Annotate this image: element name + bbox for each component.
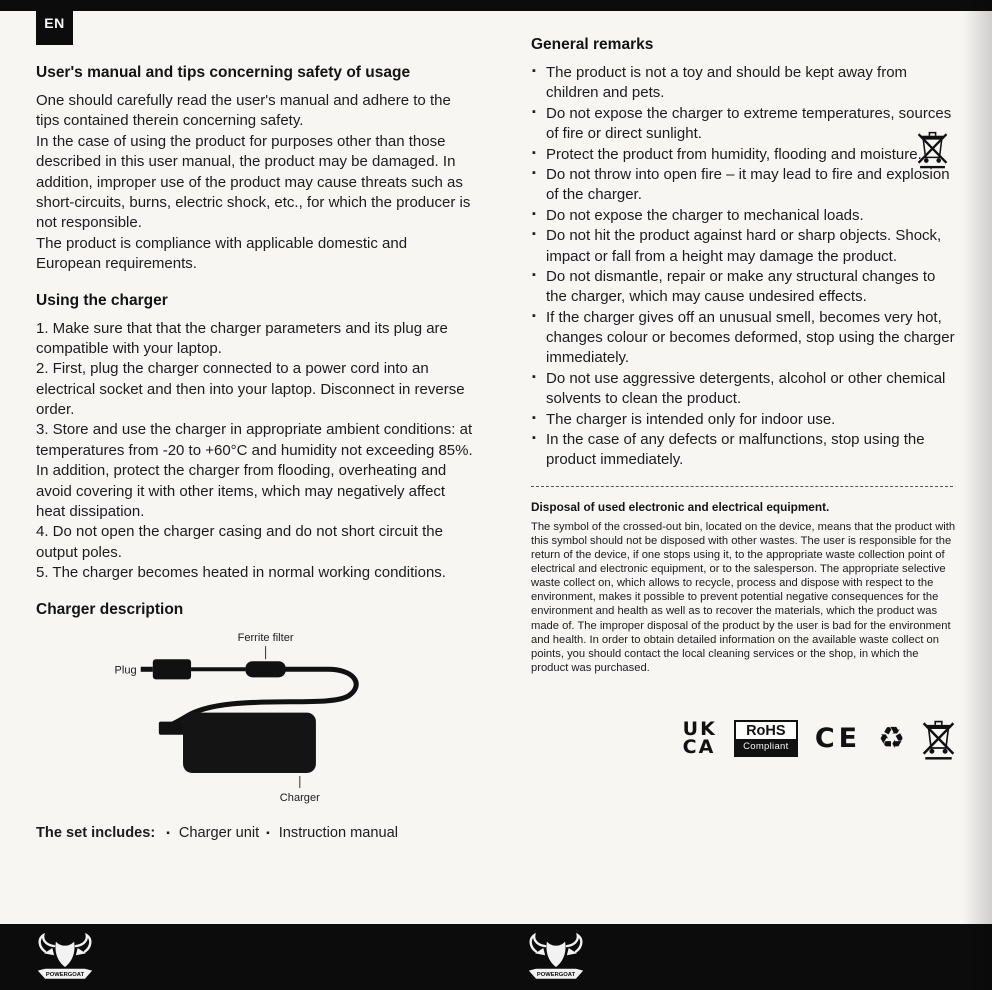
- step-item: 4. Do not open the charger casing and do not short circuit the output poles.: [36, 523, 443, 561]
- disposal-heading: Disposal of used electronic and electrical equipment.: [531, 499, 830, 514]
- step-item: 1. Make sure that that the charger parameters and its plug are compatible with your laptop.: [36, 319, 448, 357]
- remark-item: ▪ Protect the product from humidity, flooding and moisture.: [531, 145, 957, 165]
- bullet-icon: ▪: [166, 827, 170, 839]
- charger-brick: [183, 712, 316, 772]
- step-item: 5. The charger becomes heated in normal working conditions.: [36, 564, 446, 582]
- charger-label: Charger: [279, 791, 320, 804]
- rohs-title: RoHS: [746, 723, 786, 740]
- general-remarks-heading: General remarks: [531, 36, 654, 53]
- remark-item: ▪ The charger is intended only for indoor use.: [531, 410, 957, 430]
- powergoat-logo: [36, 933, 94, 981]
- charger-diagram: [36, 628, 473, 807]
- remark-item: ▪ The product is not a toy and should be kept away from children and pets.: [531, 63, 957, 104]
- dashed-divider: [531, 486, 953, 487]
- rohs-subtitle: Compliant: [736, 739, 796, 755]
- set-item: Instruction manual: [278, 824, 398, 841]
- using-charger-heading: Using the charger: [36, 291, 168, 309]
- ferrite-filter-label: Ferrite filter: [237, 631, 294, 644]
- remark-item: ▪ Do not throw into open fire – it may lead to fire and explosion of the charger.: [531, 165, 957, 206]
- ce-mark: CE: [814, 723, 862, 755]
- left-column: [36, 64, 473, 841]
- remark-item: ▪ In the case of any defects or malfunctions, stop using the product immediately.: [531, 430, 957, 471]
- safety-heading: User's manual and tips concerning safety of usage: [36, 64, 411, 81]
- plug-icon: [153, 659, 191, 679]
- output-connector: [159, 721, 185, 734]
- remark-item: ▪ If the charger gives off an unusual smell, becomes very hot, changes colour or becomes deformed, stop using the charger immediately.: [531, 308, 957, 369]
- set-includes-line: [36, 825, 473, 841]
- charger-description-heading: Charger description: [36, 600, 184, 618]
- remark-item: ▪ Do not expose the charger to extreme temperatures, sources of fire or direct sunlight.: [531, 104, 957, 145]
- ukca-top-text: UK: [682, 718, 717, 741]
- weee-bin-icon: [922, 715, 955, 762]
- ukca-bottom-text: CA: [682, 735, 716, 758]
- remarks-list: [531, 63, 957, 471]
- powergoat-logo: [527, 933, 585, 981]
- right-column: [531, 36, 957, 762]
- ferrite-filter-icon: [245, 661, 285, 677]
- language-badge: [36, 0, 73, 45]
- remark-item: ▪ Do not hit the product against hard or sharp objects. Shock, impact or fall from a height may damage the product.: [531, 226, 957, 267]
- safety-paragraph: One should carefully read the user's manual and adhere to the tips contained therein concerning safety.: [36, 92, 451, 130]
- footer-bar: [0, 924, 992, 990]
- remark-item: ▪ Do not use aggressive detergents, alcohol or other chemical solvents to clean the product.: [531, 369, 957, 410]
- remark-item: ▪ Do not dismantle, repair or make any structural changes to the charger, which may cause undesired effects.: [531, 267, 957, 308]
- rohs-mark: [734, 720, 798, 757]
- safety-paragraph: The product is compliance with applicable domestic and European requirements.: [36, 234, 408, 273]
- ukca-mark: [682, 718, 717, 758]
- bullet-icon: ▪: [266, 827, 270, 839]
- step-item: 2. First, plug the charger connected to a power cord into an electrical socket and then into your laptop. Disconnect in reverse order.: [36, 360, 465, 419]
- language-badge-label: EN: [44, 14, 65, 31]
- compliance-marks-row: [531, 715, 957, 762]
- set-includes-label: The set includes:: [36, 824, 156, 841]
- plug-label: Plug: [114, 663, 137, 676]
- recycle-icon: ♻: [878, 721, 905, 755]
- top-edge-bar: [0, 0, 992, 11]
- safety-paragraph: In the case of using the product for purposes other than those described in this user manual, the product may be damaged. In addition, improper use of the product may cause threats such as short-circuits, burns, electric shock, etc., for which the producer is not responsible.: [36, 132, 471, 232]
- remark-item: ▪ Do not expose the charger to mechanical loads.: [531, 206, 957, 226]
- set-item: Charger unit: [178, 824, 260, 841]
- step-item: 3. Store and use the charger in appropriate ambient conditions: at temperatures from -20 to +60°C and humidity not exceeding 85%. In addition, protect the charger from flooding, overheating and avoid covering it with other items, which may negatively affect heat dissipation.: [36, 421, 473, 521]
- disposal-body: The symbol of the crossed-out bin, located on the device, means that the product with this symbol should not be disposed with other wastes. The user is responsible for the return of the device, if one stops using it, to the appropriate waste collection point of electrical and electronic equipment, or to the salesperson. The appropriate selective waste collect on, which allows to recycle, process and dispose with respect to the environment, makes it possible to prevent potential negative consequences for the environment and health as well as to recover the materials, which the product was made of. The improper disposal of the product by the user is bad for the environment and health. In order to obtain detailed information on the available waste collect on points, you should contact the local cleaning services or the shop, in which the product was purchased.: [531, 520, 956, 674]
